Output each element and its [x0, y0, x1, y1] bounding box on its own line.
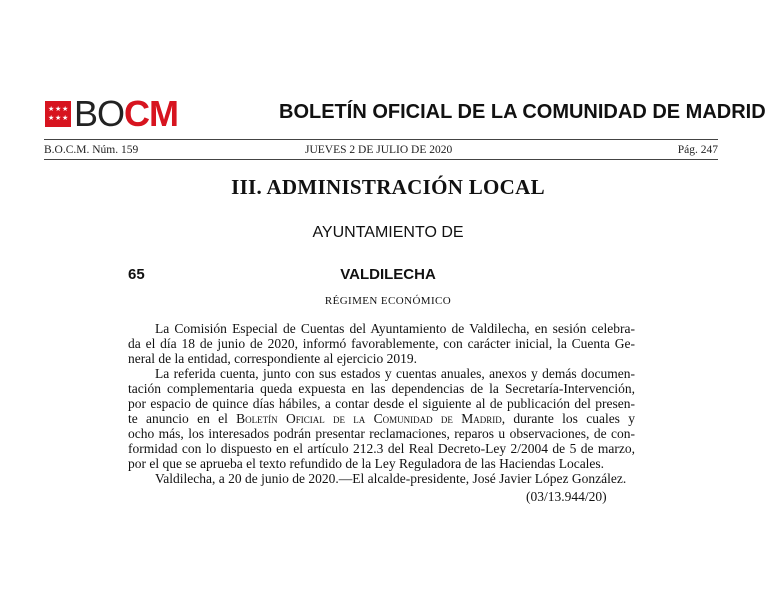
- body-line: neral de la entidad, correspondiente al ejercicio 2019.: [128, 351, 417, 366]
- announcement-subtitle: RÉGIMEN ECONÓMICO: [324, 295, 452, 307]
- issue-number: B.O.C.M. Núm. 159: [44, 144, 139, 156]
- madrid-flag-icon: ★ ★ ★ ★ ★ ★: [45, 101, 71, 127]
- body-line: La Comisión Especial de Cuentas del Ayuntamiento de Valdilecha, en sesión celebra-: [155, 321, 635, 336]
- header-rule-bottom: [44, 159, 718, 160]
- body-line: por espacio de quince días hábiles, a contar desde el siguiente al de publicación del presen-: [128, 396, 635, 411]
- logo-cm-text: CM: [124, 93, 179, 134]
- entity-heading: AYUNTAMIENTO DE: [312, 224, 464, 241]
- announcement-number: 65: [128, 266, 145, 283]
- body-line: por el que se aprueba el texto refundido de la Ley Reguladora de las Haciendas Locales.: [128, 456, 605, 471]
- publication-name-smallcaps: Boletín Oficial de la Comunidad de Madrid: [236, 411, 502, 426]
- body-line: formidad con lo dispuesto en el artículo 212.3 del Real Decreto-Ley 2/2004 de 5 de marzo,: [128, 441, 635, 456]
- page-number: Pág. 247: [677, 144, 718, 156]
- bocm-logo: [45, 93, 179, 134]
- issue-info-bar: [44, 144, 718, 158]
- body-line: La referida cuenta, junto con sus estados y cuentas anuales, anexos y demás documen-: [155, 366, 635, 381]
- body-line: ocho más, los interesados podrán presentar reclamaciones, reparos u observaciones, de con-: [128, 426, 635, 441]
- town-heading: VALDILECHA: [340, 266, 436, 283]
- body-line: [128, 411, 635, 426]
- body-line: tación complementaria queda expuesta en las dependencias de la Secretaría-Intervención,: [128, 381, 635, 396]
- body-text: te anuncio en el: [128, 411, 228, 426]
- body-line: da el día 18 de junio de 2020, informó favorablemente, con carácter inicial, la Cuenta Ge-: [128, 336, 635, 351]
- body-text: , durante los cuales y: [501, 411, 635, 426]
- section-title: III. ADMINISTRACIÓN LOCAL: [231, 175, 545, 199]
- header-rule-top: [44, 139, 718, 140]
- publication-title: BOLETÍN OFICIAL DE LA COMUNIDAD DE MADRID: [279, 101, 766, 123]
- signature-line: Valdilecha, a 20 de junio de 2020.—El alcalde-presidente, José Javier López González.: [155, 471, 627, 486]
- reference-code: (03/13.944/20): [526, 489, 607, 504]
- logo-bo-text: BO: [74, 93, 125, 134]
- issue-date: JUEVES 2 DE JULIO DE 2020: [305, 144, 453, 156]
